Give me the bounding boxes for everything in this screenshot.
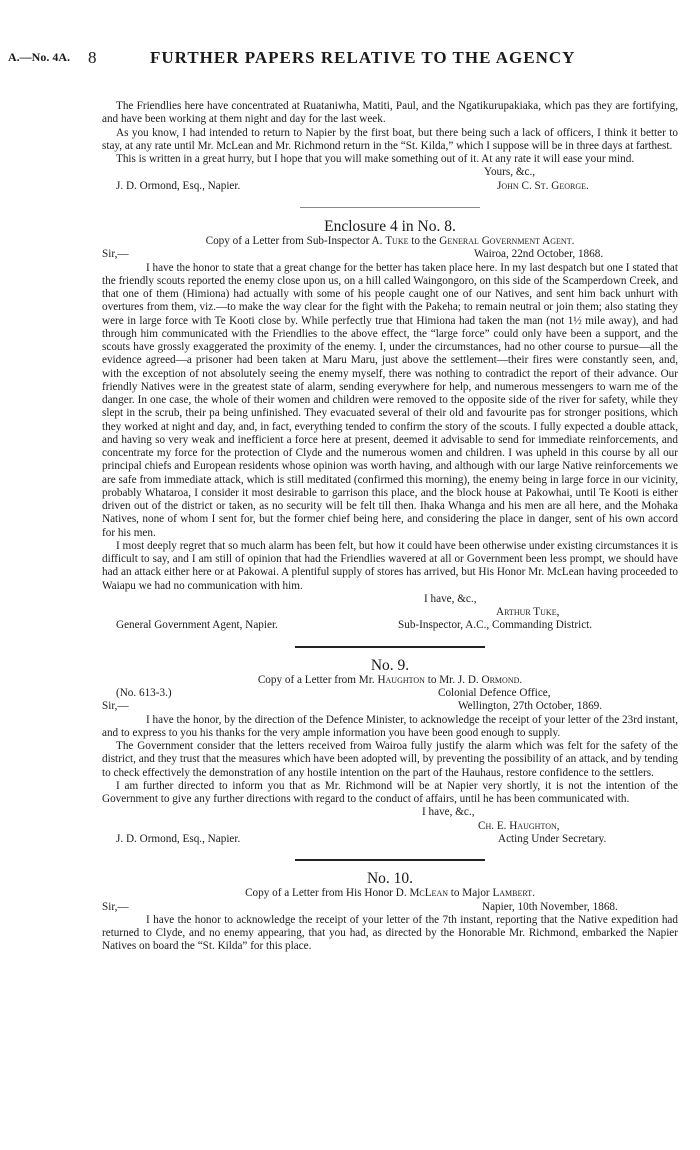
enclosure-closing: I have, &c., bbox=[424, 592, 477, 605]
letter-a-signature-row bbox=[102, 180, 678, 193]
no10-place-date: Napier, 10th November, 1868. bbox=[482, 900, 618, 913]
no9-signature-row bbox=[102, 820, 678, 833]
no9-addressee-row bbox=[102, 833, 678, 846]
letter-a-paragraph: This is written in a great hurry, but I hope that you will make something out of it. At any rate it will ease your mind. bbox=[116, 153, 635, 165]
enclosure-addressee: General Government Agent, Napier. bbox=[116, 619, 278, 632]
enclosure-paragraph: I most deeply regret that so much alarm has been felt, but how it could have been otherwise under existing circumstances it is difficult to say, and I am still of opinion that had the Friendlies wavered at all or Government been less prompt, we should have had an attack either here or at Pakowai. A plentiful supply of stores has arrived, but His Honor Mr. McLean having proceeded to Waiapu we had no communication with him. bbox=[102, 539, 679, 592]
no10-salutation: Sir,— bbox=[102, 900, 129, 913]
enclosure-signature-row bbox=[102, 606, 678, 619]
paper-reference: A.—No. 4A. bbox=[8, 50, 70, 64]
enclosure-addressee-row bbox=[102, 619, 678, 632]
enclosure-salutation-row bbox=[102, 248, 678, 261]
no9-heading: No. 9. bbox=[370, 656, 410, 674]
enclosure-paragraph: I have the honor to state that a great change for the better has taken place here. In my last despatch but one I stated that the friendly scouts reported the enemy close upon us, on a hill called Waingongoro, on this side of the Scamperdown Creek, and that one of them (Himiona) had actually with some of his people caught one of our Natives, and sent him back unhurt with overtures from them, viz.—to make the way clear for the fight with the Pakeha; to remain neutral or join them; also stating they were in large force with Te Kooti close by. While perfectly true that Himiona had taken the man (not 1½ mile away), and had through him communicated with the Friendlies to the above effect, the “large force” could only have been a support, and the scouts have grossly exaggerated the proximity of the enemy. I, under the circumstances, had no other course to pursue—all the evidence agreed—a prisoner had been taken at Maru Maru, just above the settlement—their fires were constantly seen, and, with the exception of not absolutely seeing the enemy myself, there was nothing to contradict the report of their advance. Our friendly Natives were in the greatest state of alarm, sending everywhere for help, and numerous messengers to warn me of the danger. In one case, the whole of their women and children were removed to the opposite side of the river for safety, while they slept in the scrub, their pa being unfinished. They evacuated several of their old and favourite pas for stronger positions, which they worked at night and day, and, in fact, everything tended to confirm the story of the scouts. I fully expected a double attack, and having so very weak and inefficient a force here at present, deemed it advisable to send for immediate reinforcements, and concentrate my force for the protection of Clyde and the numerous women and children. I was upheld in this course by all our principal chiefs and European residents whose opinion was worth having, and although with our large Native reinforcements we are safe from immediate attack, which is still meditated (confirmed this morning), the enemy being in large force in our vicinity, probably Whataroa, I consider it most desirable to garrison this place, and the block house at Pakowhai, until Te Kooti is either driven out of the district or taken, as no security will be felt till then. Ihaka Whanga and his men are all here, and the Mohaka Natives, none of whom I sent for, but the former chief being here, and considering the place in danger, sent of his own accord for his men. bbox=[102, 261, 678, 539]
no9-signature-title: Acting Under Secretary. bbox=[498, 832, 607, 845]
no9-paragraph: The Government consider that the letters received from Wairoa fully justify the alarm which was felt for the safety of the district, and they trust that the measures which have been adopted will, by preventing the possibility of an attack, and by tending to check effectively the demonstration of any hostile intention on the part of the Hauhaus, restore confidence to the settlers. bbox=[102, 740, 678, 779]
section-divider bbox=[300, 207, 480, 208]
no9-office: Colonial Defence Office, bbox=[438, 687, 551, 699]
page-body bbox=[102, 100, 678, 954]
no9-paragraph: I have the honor, by the direction of the Defence Minister, to acknowledge the receipt of your letter of the 23rd instant, and to express to you his thanks for the very ample information you have been good enough to supply. bbox=[102, 713, 678, 739]
no10-subtitle: Copy of a Letter from His Honor D. McLean to Major Lambert. bbox=[245, 887, 535, 900]
no9-salutation: Sir,— bbox=[102, 700, 129, 713]
page-header bbox=[8, 48, 688, 70]
enclosure-subtitle: Copy of a Letter from Sub-Inspector A. Tuke to the General Government Agent. bbox=[205, 235, 575, 247]
page-number: 8 bbox=[88, 48, 97, 67]
no9-closing-row bbox=[102, 806, 678, 819]
letter-a-signature: John C. St. George. bbox=[497, 179, 589, 192]
enclosure-closing-row bbox=[102, 593, 678, 606]
enclosure-place-date: Wairoa, 22nd October, 1868. bbox=[474, 248, 604, 261]
no9-ref-row bbox=[102, 687, 678, 700]
enclosure-signature: Arthur Tuke, bbox=[496, 606, 560, 618]
no10-heading: No. 10. bbox=[366, 870, 414, 887]
no9-addressee: J. D. Ormond, Esq., Napier. bbox=[116, 832, 241, 845]
no9-ref: (No. 613-3.) bbox=[116, 687, 172, 699]
letter-a-closing-row bbox=[102, 166, 678, 179]
section-divider bbox=[295, 859, 485, 861]
no9-closing: I have, &c., bbox=[422, 806, 475, 819]
no9-salutation-row bbox=[102, 700, 678, 713]
no9-paragraph: I am further directed to inform you that as Mr. Richmond will be at Napier very shortly, it is not the intention of the Government to give any further directions with regard to the conduct of affairs, until he has been communicated with. bbox=[102, 779, 678, 805]
letter-a-closing: Yours, &c., bbox=[484, 166, 536, 179]
no10-paragraph: I have the honor to acknowledge the receipt of your letter of the 7th instant, reporting that the Native expedition had returned to Clyde, and no enemy appearing, that you had, as directed by the Honorable Mr. Richmond, embarked the Napier Natives on board the “St. Kilda” for this place. bbox=[102, 913, 678, 953]
enclosure-heading: Enclosure 4 in No. 8. bbox=[324, 217, 456, 235]
no9-place-date: Wellington, 27th October, 1869. bbox=[458, 700, 603, 713]
no9-signature: Ch. E. Haughton, bbox=[478, 819, 560, 832]
letter-a-paragraph: The Friendlies here have concentrated at Ruataniwha, Matiti, Paul, and the Ngatikurupakiaka, which pas they are fortifying, and have been working at them night and day for the last week. bbox=[102, 100, 678, 126]
letter-a-addressee: J. D. Ormond, Esq., Napier. bbox=[116, 179, 241, 192]
section-divider bbox=[295, 646, 485, 648]
enclosure-signature-title: Sub-Inspector, A.C., Commanding District. bbox=[398, 619, 593, 632]
no10-salutation-row bbox=[102, 901, 678, 914]
letter-a-paragraph: As you know, I had intended to return to Napier by the first boat, but there being such a lack of officers, I think it better to stay, at any rate until Mr. McLean and Mr. Richmond return in the “St. Kilda,” which I suppose will be in three days at farthest. bbox=[102, 126, 678, 152]
enclosure-salutation: Sir,— bbox=[102, 248, 129, 261]
running-title: FURTHER PAPERS RELATIVE TO THE AGENCY bbox=[150, 48, 576, 67]
no9-subtitle: Copy of a Letter from Mr. Haughton to Mr. J. D. Ormond. bbox=[257, 673, 523, 686]
